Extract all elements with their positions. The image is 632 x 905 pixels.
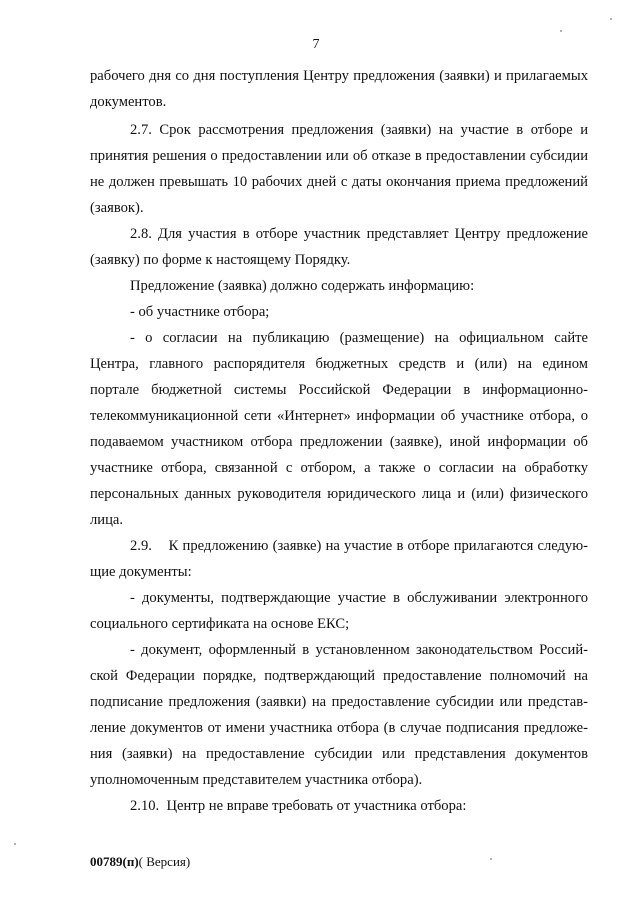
text-line: ния (заявки) на предоставление субсидии или представления документов (90, 746, 588, 762)
text-line: (заявок). (90, 200, 144, 216)
text-line: лица. (90, 512, 124, 528)
document-code: 00789(п) (90, 854, 139, 869)
text-line: (заявку) по форме к настоящему Порядку. (90, 252, 351, 268)
scan-speck (610, 18, 612, 20)
page-number: 7 (312, 37, 320, 52)
scan-speck (14, 843, 16, 845)
text-line: принятия решения о предоставлении или об отказе в предоставлении субсидии (90, 148, 588, 164)
text-line: социального сертификата на основе ЕКС; (90, 616, 350, 632)
text-line: - о согласии на публикацию (размещение) на официальном сайте (130, 330, 588, 346)
text-line: ление документов от имени участника отбора (в случае подписания предложе- (90, 720, 588, 736)
text-line: Предложение (заявка) должно содержать информацию: (130, 278, 475, 294)
text-line: 2.7. Срок рассмотрения предложения (заявки) на участие в отборе и (130, 122, 588, 138)
text-line: Центра, главного распорядителя бюджетных средств и (или) на едином (90, 356, 588, 372)
text-line: - документ, оформленный в установленном законодательством Россий- (130, 642, 588, 658)
text-line: не должен превышать 10 рабочих дней с даты окончания приема предложений (90, 174, 588, 190)
text-line: - документы, подтверждающие участие в обслуживании электронного (130, 590, 588, 606)
document-footer (90, 854, 190, 870)
text-line: подаваемом участником отбора предложении (заявке), иной информации об (90, 434, 588, 450)
text-line: подписание предложения (заявки) на предоставление субсидии или представ- (90, 694, 588, 710)
text-line: портале бюджетной системы Российской Федерации в информационно- (90, 382, 588, 398)
text-line: рабочего дня со дня поступления Центру предложения (заявки) и прилагаемых (90, 68, 588, 84)
text-line: уполномоченным представителем участника отбора). (90, 772, 423, 788)
text-line: документов. (90, 94, 167, 110)
document-version: ( Версия) (138, 854, 191, 869)
text-line: участнике отбора, связанной с отбором, а также о согласии на обработку (90, 460, 588, 476)
text-line: ской Федерации порядке, подтверждающий предоставление полномочий на (90, 668, 588, 684)
scan-speck (560, 30, 562, 32)
text-line: телекоммуникационной сети «Интернет» информации об участнике отбора, о (90, 408, 588, 424)
scan-speck (490, 858, 492, 860)
text-line: 2.8. Для участия в отборе участник представляет Центру предложение (130, 226, 588, 242)
text-line: - об участнике отбора; (130, 304, 270, 320)
text-line: 2.10. Центр не вправе требовать от участника отбора: (130, 798, 467, 814)
text-line: щие документы: (90, 564, 192, 580)
text-line: персональных данных руководителя юридического лица и (или) физического (90, 486, 588, 502)
text-line: 2.9. К предложению (заявке) на участие в отборе прилагаются следую- (130, 538, 588, 554)
